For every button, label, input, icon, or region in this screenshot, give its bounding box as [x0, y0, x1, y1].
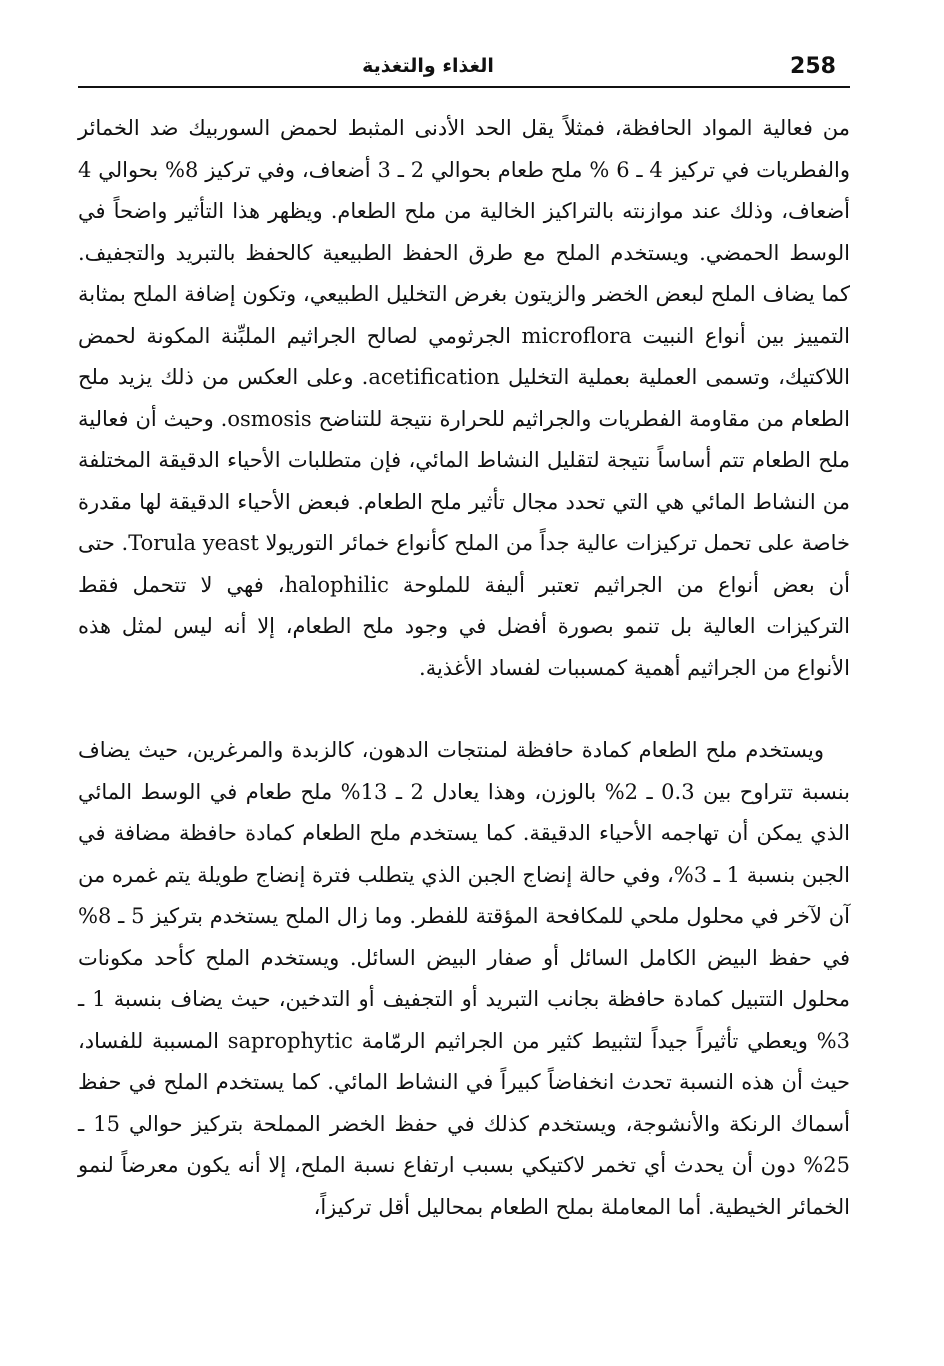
header-rule — [78, 86, 850, 88]
page-number: 258 — [790, 53, 836, 79]
page-header — [78, 46, 850, 86]
paragraph-2: ويستخدم ملح الطعام كمادة حافظة لمنتجات الدهون، كالزبدة والمرغرين، حيث يضاف بنسبة تتراوح بين 0.3 ـ 2% بالوزن، وهذا يعادل 2 ـ 13% ملح طعام في الوسط المائي الذي يمكن أن تهاجمه الأحياء الدقيقة. كما يستخدم ملح الطعام كمادة حافظة مضافة في الجبن بنسبة 1 ـ 3%، وفي حالة إنضاج الجبن الذي يتطلب فترة إنضاج طويلة يتم غمره من آن لآخر في محلول ملحي للمكافحة المؤقتة للفطر. وما زال الملح يستخدم بتركيز 5 ـ 8% في حفظ البيض الكامل السائل أو صفار البيض السائل. ويستخدم الملح كأحد مكونات محلول التتبيل كمادة حافظة بجانب التبريد أو التجفيف أو التدخين، حيث يضاف بنسبة 1 ـ 3% ويعطي تأثيراً جيداً لتثبيط كثير من الجراثيم الرمّامة saprophytic المسببة للفساد، حيث أن هذه النسبة تحدث انخفاضاً كبيراً في النشاط المائي. كما يستخدم الملح في حفظ أسماك الرنكة والأنشوجة، ويستخدم كذلك في حفظ الخضر المملحة بتركيز حوالي 15 ـ 25% دون أن يحدث أي تخمر لاكتيكي بسبب ارتفاع نسبة الملح، إلا أنه يكون معرضاً لنمو الخمائر الخيطية. أما المعاملة بملح الطعام بمحاليل أقل تركيزاً، — [78, 738, 850, 1219]
paragraph-1: من فعالية المواد الحافظة، فمثلاً يقل الحد الأدنى المثبط لحمض السوربيك ضد الخمائر والفطريات في تركيز 4 ـ 6 % ملح طعام بحوالي 2 ـ 3 أضعاف، وفي تركيز 8% بحوالي 4 أضعاف، وذلك عند موازنته بالتراكيز الخالية من ملح الطعام. ويظهر هذا التأثير واضحاً في الوسط الحمضي. ويستخدم الملح مع طرق الحفظ الطبيعية كالحفظ بالتبريد والتجفيف. كما يضاف الملح لبعض الخضر والزيتون بغرض التخليل الطبيعي، وتكون إضافة الملح بمثابة التمييز بين أنواع النبيت microflora الجرثومي لصالح الجراثيم الملبِّنة المكونة لحمض اللاكتيك، وتسمى العملية بعملية التخليل acetification. وعلى العكس من ذلك يزيد ملح الطعام من مقاومة الفطريات والجراثيم للحرارة نتيجة للتناضح osmosis. وحيث أن فعالية ملح الطعام تتم أساساً نتيجة لتقليل النشاط المائي، فإن متطلبات الأحياء الدقيقة المختلفة من النشاط المائي هي التي تحدد مجال تأثير ملح الطعام. فبعض الأحياء الدقيقة لها مقدرة خاصة على تحمل تركيزات عالية جداً من الملح كأنواع خمائر التوريولا Torula yeast. حتى أن بعض أنواع من الجراثيم تعتبر أليفة للملوحة halophilic، فهي لا تتحمل فقط التركيزات العالية بل تنمو بصورة أفضل في وجود ملح الطعام، إلا أنه ليس لمثل هذه الأنواع من الجراثيم أهمية كمسببات لفساد الأغذية. — [78, 116, 850, 680]
running-title: الغذاء والتغذية — [362, 55, 494, 77]
body-text — [78, 108, 850, 1228]
